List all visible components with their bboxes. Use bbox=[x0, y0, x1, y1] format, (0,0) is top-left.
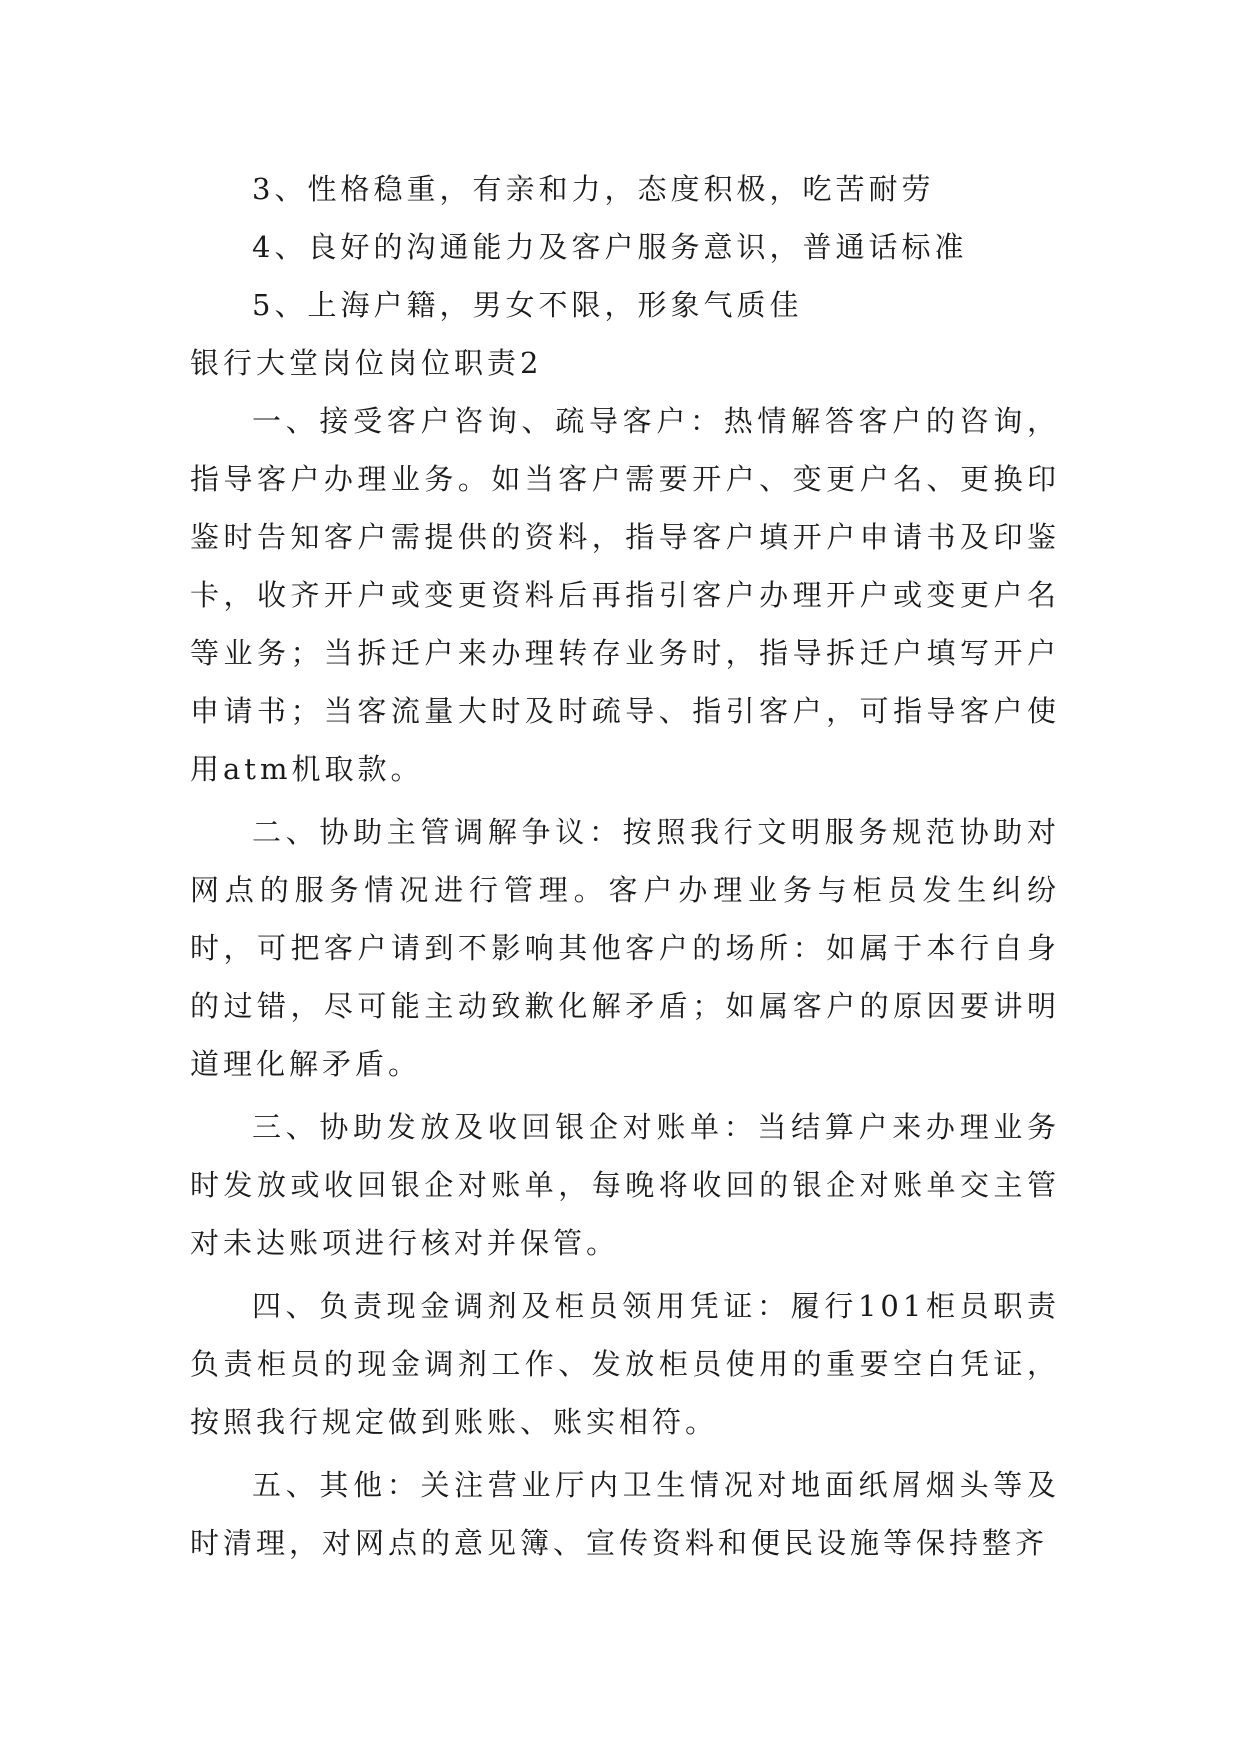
document-body bbox=[190, 160, 1060, 1577]
requirement-item-4: 4、良好的沟通能力及客户服务意识，普通话标准 bbox=[252, 230, 968, 264]
duty-paragraph-1: 一、接受客户咨询、疏导客户：热情解答客户的咨询，指导客户办理业务。如当客户需要开户、变更户名、更换印鉴时告知客户需提供的资料，指导客户填开户申请书及印鉴卡，收齐开户或变更资料后再指引客户办理开户或变更户名等业务；当拆迁户来办理转存业务时，指导拆迁户填写开户申请书；当客流量大时及时疏导、指引客户，可指导客户使用atm机取款。 bbox=[190, 404, 1060, 786]
section-title: 银行大堂岗位岗位职责2 bbox=[190, 346, 543, 380]
duty-paragraph-4: 四、负责现金调剂及柜员领用凭证：履行101柜员职责负责柜员的现金调剂工作、发放柜员使用的重要空白凭证，按照我行规定做到账账、账实相符。 bbox=[190, 1289, 1060, 1439]
duty-paragraph-2: 二、协助主管调解争议：按照我行文明服务规范协助对网点的服务情况进行管理。客户办理业务与柜员发生纠纷时，可把客户请到不影响其他客户的场所：如属于本行自身的过错，尽可能主动致歉化解矛盾；如属客户的原因要讲明道理化解矛盾。 bbox=[190, 815, 1060, 1081]
duty-paragraph-5: 五、其他：关注营业厅内卫生情况对地面纸屑烟头等及时清理，对网点的意见簿、宣传资料和便民设施等保持整齐 bbox=[190, 1468, 1060, 1560]
duty-paragraph-3: 三、协助发放及收回银企对账单：当结算户来办理业务时发放或收回银企对账单，每晚将收回的银企对账单交主管对未达账项进行核对并保管。 bbox=[190, 1110, 1060, 1260]
requirement-item-3: 3、性格稳重，有亲和力，态度积极，吃苦耐劳 bbox=[252, 172, 935, 206]
requirement-item-5: 5、上海户籍，男女不限，形象气质佳 bbox=[252, 288, 803, 322]
